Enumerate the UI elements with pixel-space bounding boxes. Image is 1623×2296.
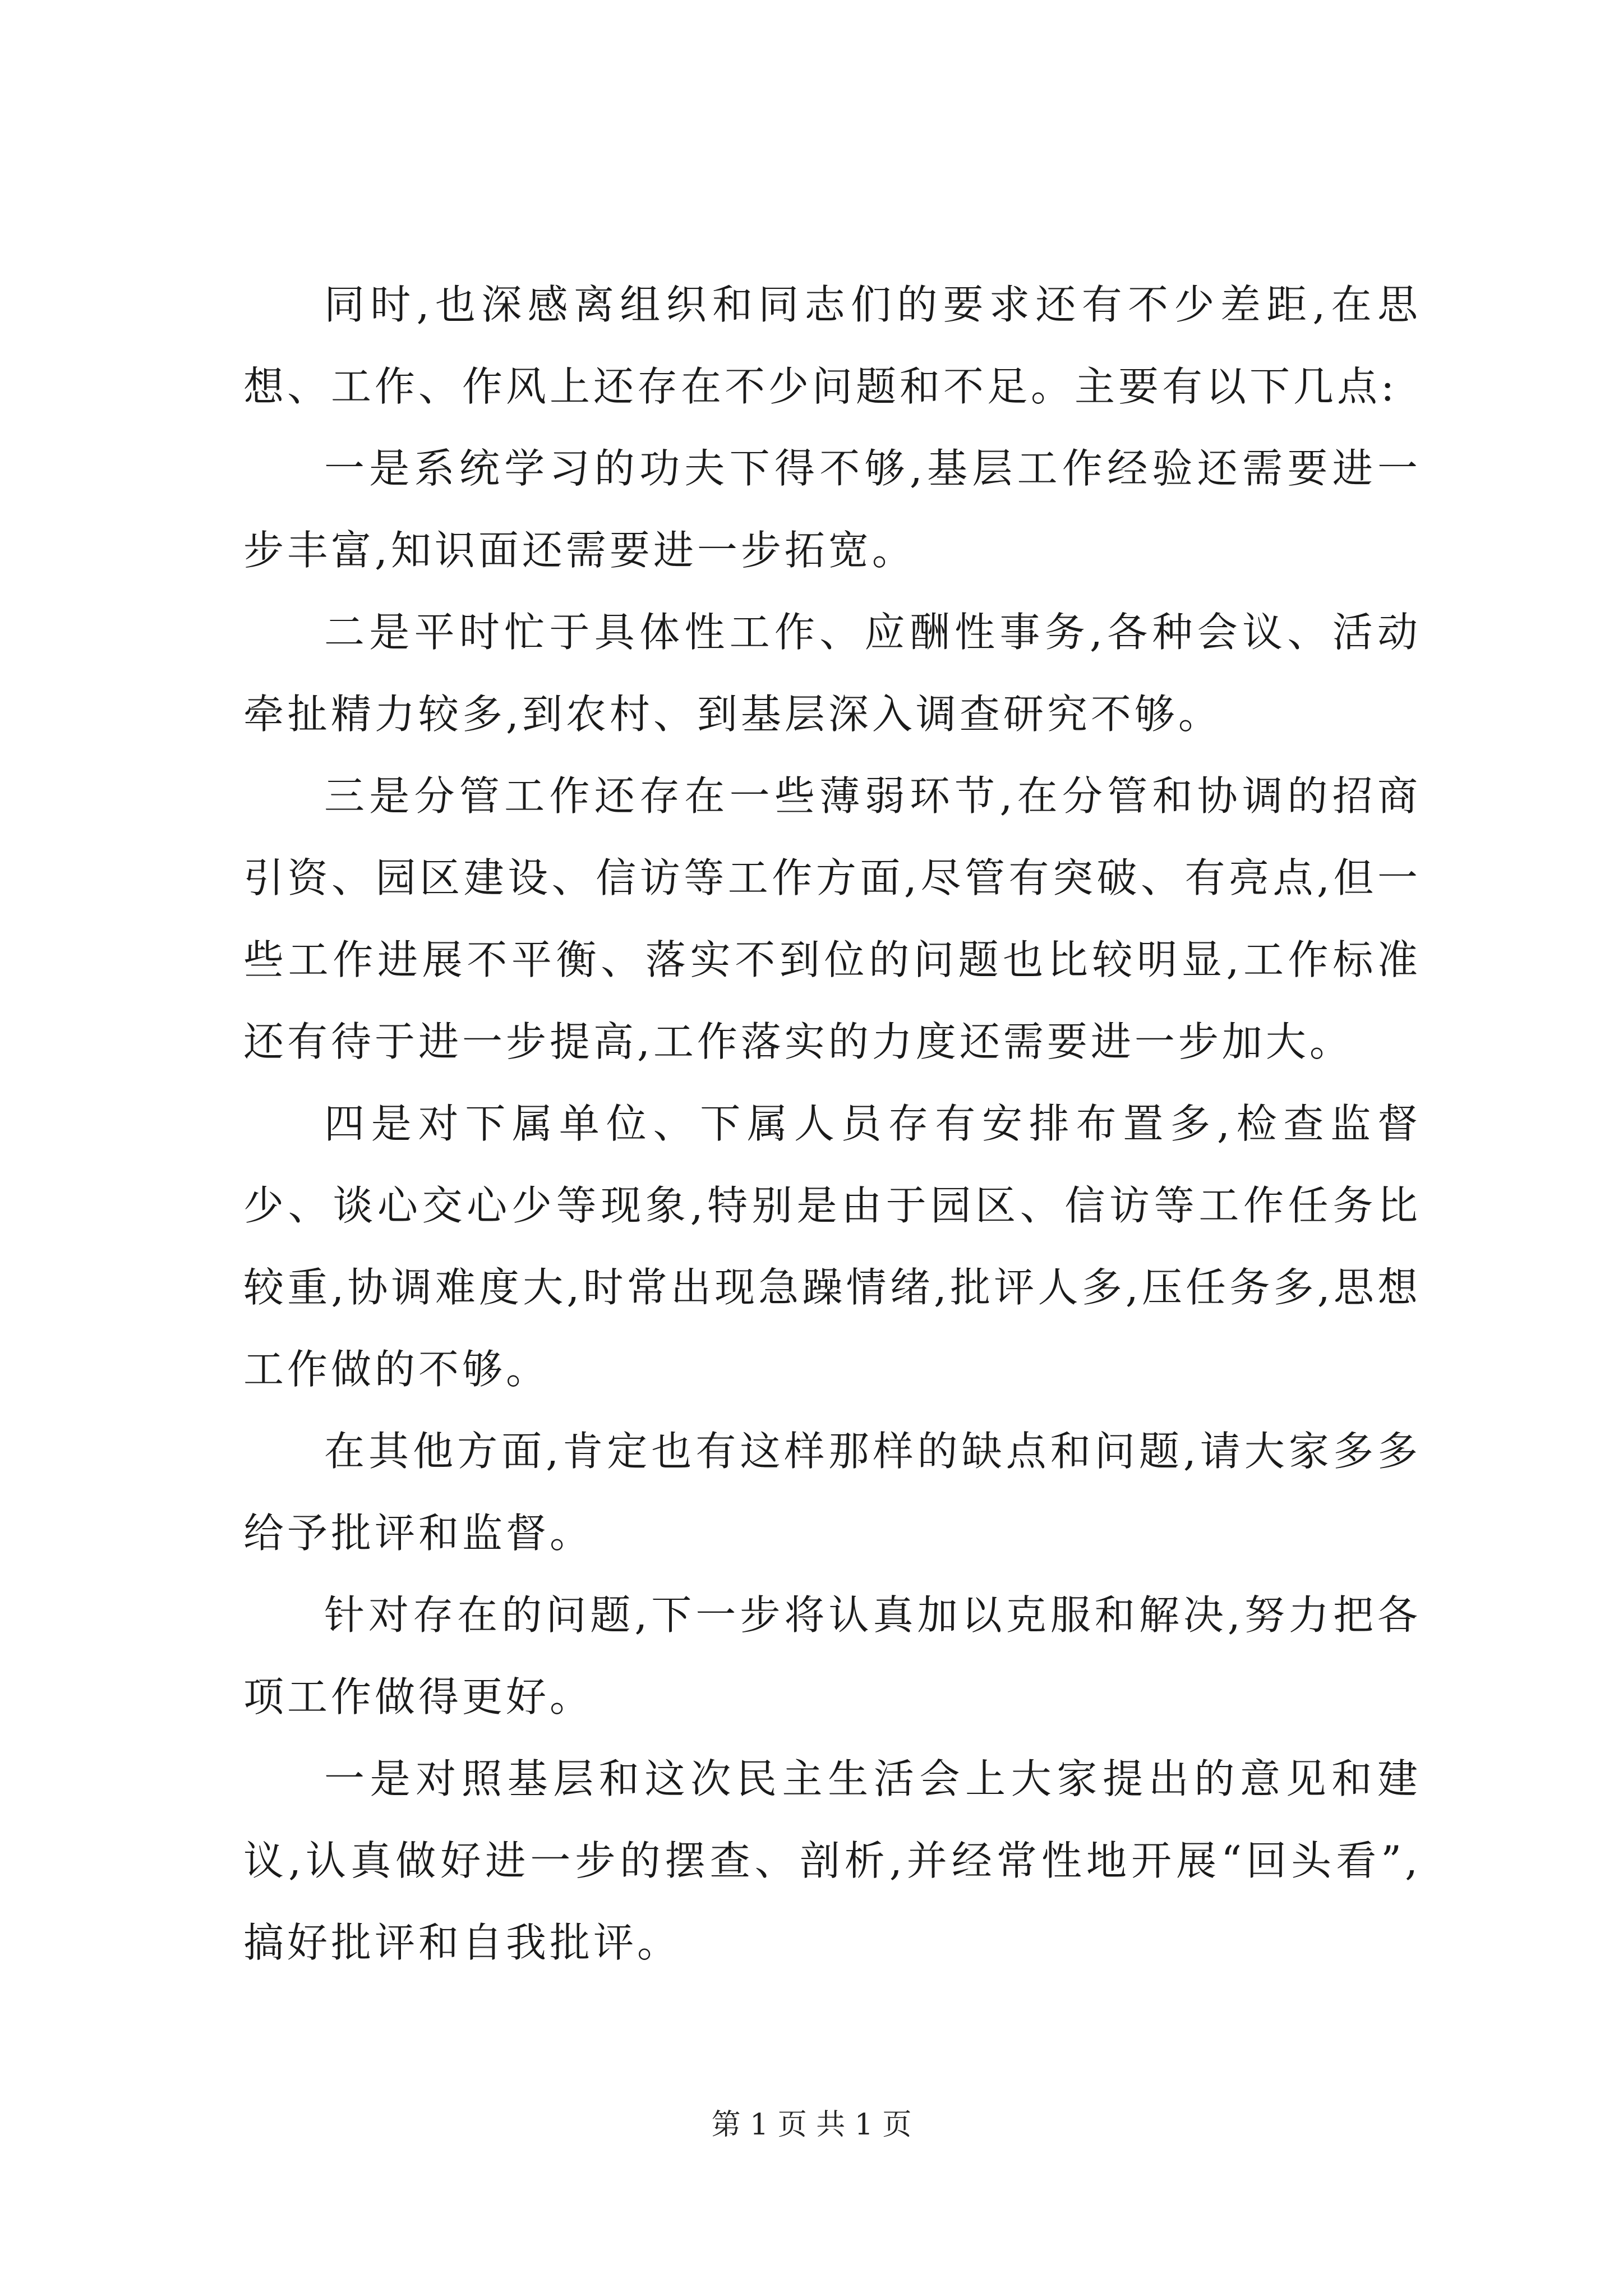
paragraph: 同时,也深感离组织和同志们的要求还有不少差距,在思想、工作、作风上还存在不少问题和不足。主要有以下几点: <box>243 281 1421 410</box>
paragraph: 一是系统学习的功夫下得不够,基层工作经验还需要进一步丰富,知识面还需要进一步拓宽。 <box>243 445 1421 574</box>
paragraph: 在其他方面,肯定也有这样那样的缺点和问题,请大家多多给予批评和监督。 <box>243 1428 1421 1557</box>
paragraph: 一是对照基层和这次民主生活会上大家提出的意见和建议,认真做好进一步的摆查、剖析,并经常性地开展“回头看”,搞好批评和自我批评。 <box>243 1755 1421 1966</box>
paragraph: 二是平时忙于具体性工作、应酬性事务,各种会议、活动牵扯精力较多,到农村、到基层深入调查研究不够。 <box>243 609 1421 738</box>
paragraph: 三是分管工作还存在一些薄弱环节,在分管和协调的招商引资、园区建设、信访等工作方面,尽管有突破、有亮点,但一些工作进展不平衡、落实不到位的问题也比较明显,工作标准还有待于进一步提高,工作落实的力度还需要进一步加大。 <box>243 772 1421 1065</box>
page-footer: 第 1 页 共 1 页 <box>711 2108 912 2142</box>
paragraph: 四是对下属单位、下属人员存有安排布置多,检查监督少、谈心交心少等现象,特别是由于园区、信访等工作任务比较重,协调难度大,时常出现急躁情绪,批评人多,压任务多,思想工作做的不够。 <box>243 1100 1421 1393</box>
document-body <box>243 264 1421 1984</box>
paragraph: 针对存在的问题,下一步将认真加以克服和解决,努力把各项工作做得更好。 <box>243 1591 1421 1720</box>
